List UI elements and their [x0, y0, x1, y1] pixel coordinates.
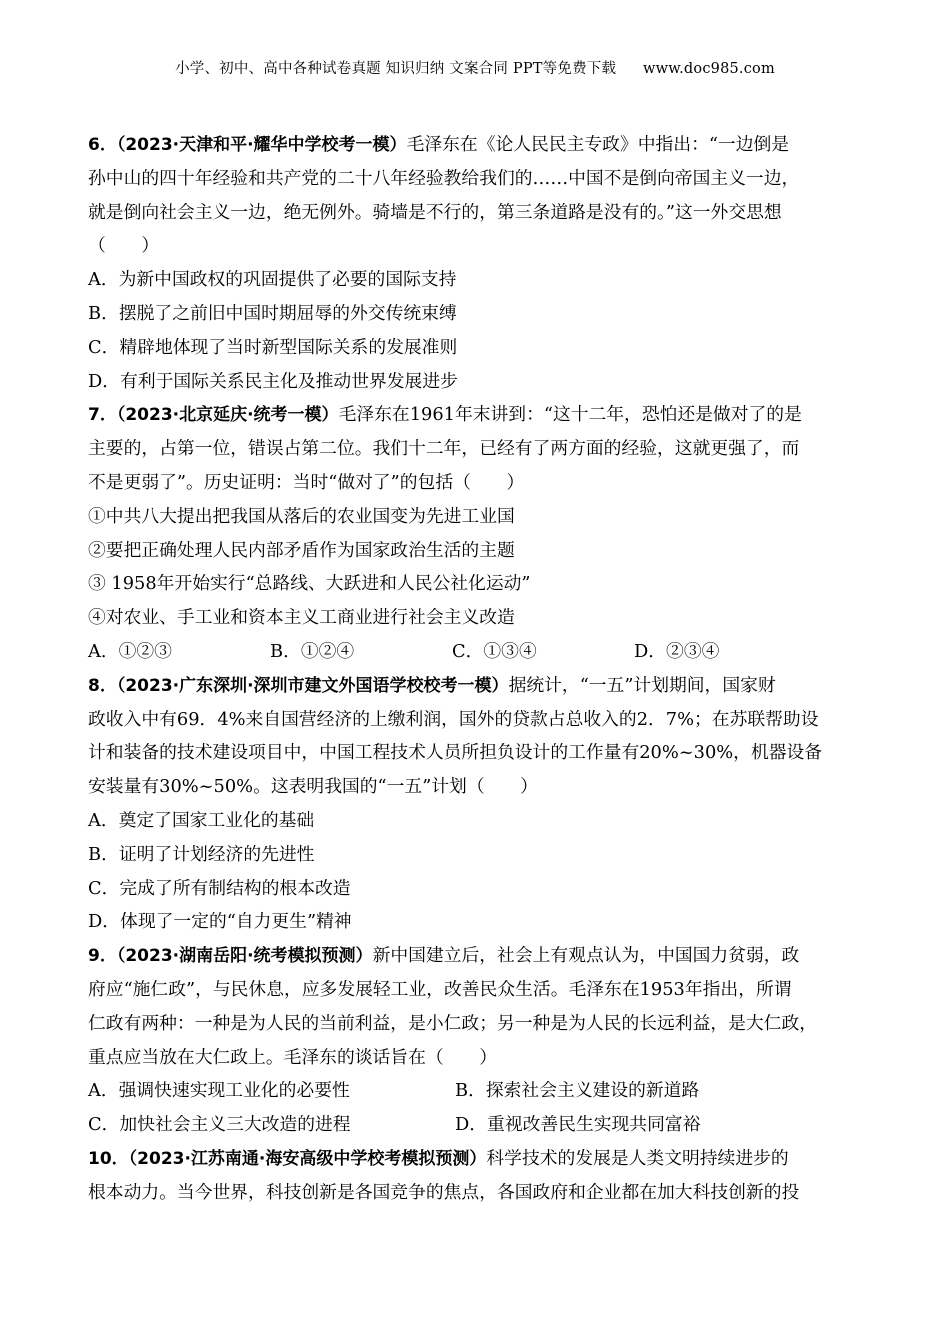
option-a: A．强调快速实现工业化的必要性	[88, 1080, 350, 1102]
statement-item: ①中共八大提出把我国从落后的农业国变为先进工业国	[88, 505, 515, 527]
question-text-line: 仁政有两种：一种是为人民的当前利益，是小仁政；另一种是为人民的长远利益，是大仁政，	[88, 1012, 818, 1034]
question-text-line: 据统计，“一五”计划期间，国家财	[508, 674, 776, 696]
option-b: B．探索社会主义建设的新道路	[455, 1080, 700, 1102]
option-d: D．有利于国际关系民主化及推动世界发展进步	[88, 370, 458, 392]
option-a: A．奠定了国家工业化的基础	[88, 809, 315, 831]
option-c: C．加快社会主义三大改造的进程	[88, 1114, 351, 1136]
question-text-line: 科学技术的发展是人类文明持续进步的	[486, 1147, 789, 1169]
question-text-line: 安装量有30%~50%。这表明我国的“一五”计划（ ）	[88, 776, 538, 798]
option-b: B．摆脱了之前旧中国时期屈辱的外交传统束缚	[88, 302, 457, 324]
page-header	[0, 57, 950, 78]
option-d: D．重视改善民生实现共同富裕	[455, 1114, 701, 1136]
options-row	[88, 1108, 868, 1142]
question-9	[88, 939, 868, 1142]
question-text-line: 府应“施仁政”，与民休息，应多发展轻工业，改善民众生活。毛泽东在1953年指出，所谓	[88, 978, 792, 1000]
question-text-line: 新中国建立后，社会上有观点认为，中国国力贫弱，政	[372, 945, 800, 967]
question-text-line: 不是更弱了”。历史证明：当时“做对了”的包括（ ）	[88, 471, 525, 493]
question-text-line: 政收入中有69．4%来自国营经济的上缴利润，国外的贷款占总收入的2．7%；在苏联帮助设	[88, 708, 819, 730]
option-c: C．完成了所有制结构的根本改造	[88, 877, 351, 899]
question-9-source: 9．（2023·湖南岳阳·统考模拟预测）	[88, 946, 373, 967]
question-text-line: 毛泽东在《论人民民主专政》中指出：“一边倒是	[406, 134, 790, 155]
question-10	[88, 1142, 868, 1210]
statement-item: ④对农业、手工业和资本主义工商业进行社会主义改造	[88, 607, 515, 629]
option-b: B．①②④	[270, 640, 355, 662]
option-c: C．精辟地体现了当时新型国际关系的发展准则	[88, 336, 458, 358]
statement-item: ③ 1958年开始实行“总路线、大跃进和人民公社化运动”	[88, 573, 531, 595]
option-b: B．证明了计划经济的先进性	[88, 843, 315, 865]
option-a: A．①②③	[88, 640, 172, 662]
question-text-line: 计和装备的技术建设项目中，中国工程技术人员所担负设计的工作量有20%~30%，机器设备	[88, 742, 823, 764]
question-8	[88, 669, 868, 939]
question-8-source: 8．（2023·广东深圳·深圳市建文外国语学校校考一模）	[88, 675, 509, 696]
question-text-line: 毛泽东在1961年末讲到：“这十二年，恐怕还是做对了的是	[338, 404, 802, 426]
header-text: 小学、初中、高中各种试卷真题 知识归纳 文案合同 PPT等免费下载	[175, 61, 617, 77]
question-text-line: 重点应当放在大仁政上。毛泽东的谈话旨在（ ）	[88, 1046, 497, 1068]
question-6	[88, 128, 868, 398]
question-7-source: 7．（2023·北京延庆·统考一模）	[88, 405, 339, 426]
options-row	[88, 635, 868, 669]
question-6-source: 6．（2023·天津和平·耀华中学校考一模）	[88, 135, 407, 155]
question-10-source: 10．（2023·江苏南通·海安高级中学校考模拟预测）	[88, 1148, 487, 1169]
question-text-line: 就是倒向社会主义一边，绝无例外。骑墙是不行的，第三条道路是没有的。”这一外交思想	[88, 201, 782, 223]
question-content	[88, 128, 868, 1210]
option-c: C．①③④	[452, 640, 537, 662]
answer-blank: （ ）	[88, 235, 160, 257]
option-a: A．为新中国政权的巩固提供了必要的国际支持	[88, 269, 457, 291]
question-7	[88, 398, 868, 668]
statement-item: ②要把正确处理人民内部矛盾作为国家政治生活的主题	[88, 539, 515, 561]
question-text-line: 主要的，占第一位，错误占第二位。我们十二年，已经有了两方面的经验，这就更强了，而	[88, 438, 800, 460]
header-site-link[interactable]: www.doc985.com	[642, 61, 775, 77]
question-text-line: 孙中山的四十年经验和共产党的二十八年经验教给我们的……中国不是倒向帝国主义一边，	[88, 167, 800, 189]
option-d: D．②③④	[634, 640, 720, 662]
options-row	[88, 1074, 868, 1108]
option-d: D．体现了一定的“自力更生”精神	[88, 911, 352, 933]
question-text-line: 根本动力。当今世界，科技创新是各国竞争的焦点，各国政府和企业都在加大科技创新的投	[88, 1181, 800, 1203]
